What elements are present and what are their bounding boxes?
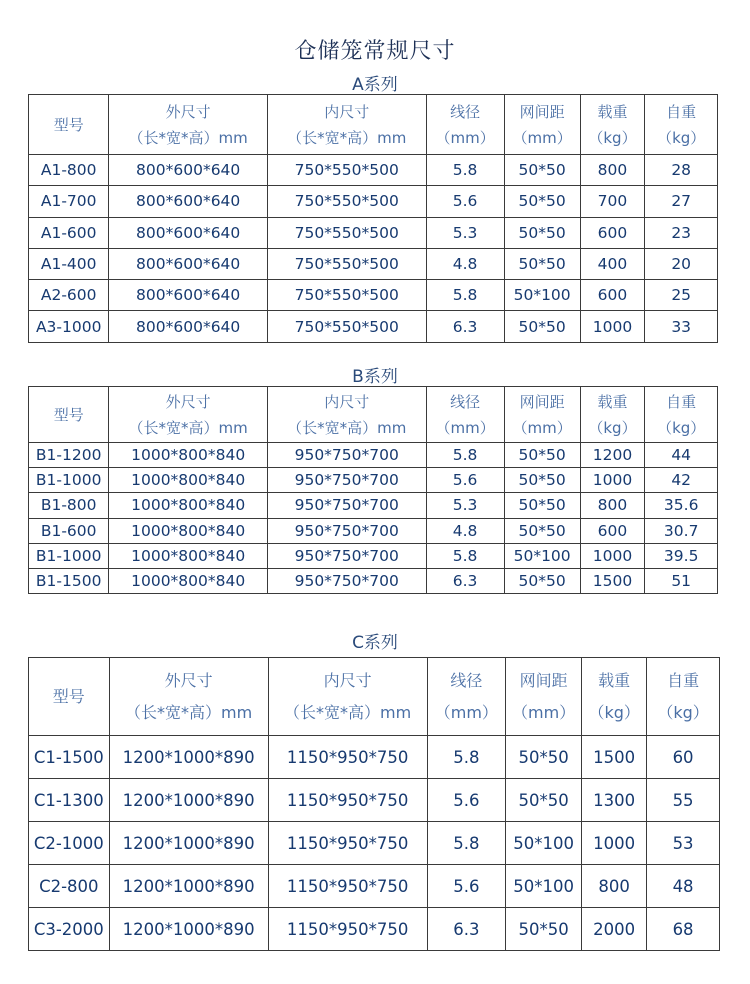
table-row bbox=[29, 779, 720, 822]
table-row bbox=[29, 822, 720, 865]
cell-mesh: 50*50 bbox=[506, 736, 582, 779]
cell-outer: 800*600*640 bbox=[109, 311, 268, 342]
cell-outer: 1000*800*840 bbox=[109, 468, 268, 493]
cell-weight: 51 bbox=[645, 568, 718, 593]
header-inner-line: 内尺寸 bbox=[323, 670, 372, 690]
table-row bbox=[29, 568, 718, 593]
cell-weight: 55 bbox=[647, 779, 720, 822]
header-inner-line: 内尺寸 bbox=[324, 392, 370, 411]
cell-inner: 1150*950*750 bbox=[268, 908, 427, 951]
header-wire-line: （mm） bbox=[435, 128, 495, 147]
cell-outer: 1000*800*840 bbox=[109, 543, 268, 568]
table-row bbox=[29, 865, 720, 908]
table-row bbox=[29, 155, 718, 186]
cell-inner: 750*550*500 bbox=[267, 280, 426, 311]
header-load bbox=[580, 95, 645, 155]
header-row bbox=[29, 387, 718, 443]
header-model: 型号 bbox=[29, 387, 109, 443]
cell-outer: 1000*800*840 bbox=[109, 443, 268, 468]
header-outer-line: 外尺寸 bbox=[164, 670, 213, 690]
series-a-table bbox=[28, 94, 718, 343]
header-inner-line: （长*宽*高）mm bbox=[284, 702, 412, 722]
header-model: 型号 bbox=[29, 658, 110, 736]
cell-outer: 1200*1000*890 bbox=[109, 865, 268, 908]
header-mesh-line: 网间距 bbox=[519, 102, 565, 121]
cell-load: 600 bbox=[580, 518, 645, 543]
cell-inner: 750*550*500 bbox=[267, 186, 426, 217]
header-model: 型号 bbox=[29, 95, 109, 155]
cell-mesh: 50*50 bbox=[504, 443, 580, 468]
cell-mesh: 50*100 bbox=[506, 865, 582, 908]
cell-model: A1-600 bbox=[29, 217, 109, 248]
header-inner-line: （长*宽*高）mm bbox=[287, 128, 407, 147]
header-mesh-line: （mm） bbox=[512, 128, 572, 147]
header-outer-line: （长*宽*高）mm bbox=[128, 418, 248, 437]
cell-load: 600 bbox=[580, 280, 645, 311]
cell-weight: 30.7 bbox=[645, 518, 718, 543]
cell-model: A3-1000 bbox=[29, 311, 109, 342]
cell-wire: 5.8 bbox=[427, 736, 505, 779]
header-load-line: 载重 bbox=[598, 670, 631, 690]
cell-model: B1-1000 bbox=[29, 468, 109, 493]
header-load-line: （kg） bbox=[588, 128, 637, 147]
cell-load: 800 bbox=[580, 155, 645, 186]
table-row bbox=[29, 248, 718, 279]
header-load bbox=[582, 658, 647, 736]
cell-mesh: 50*50 bbox=[504, 518, 580, 543]
header-wire bbox=[426, 95, 504, 155]
cell-inner: 750*550*500 bbox=[267, 155, 426, 186]
header-wire-line: 线径 bbox=[450, 102, 481, 121]
header-inner-line: 内尺寸 bbox=[324, 102, 370, 121]
cell-inner: 950*750*700 bbox=[267, 468, 426, 493]
cell-load: 1000 bbox=[580, 468, 645, 493]
cell-inner: 1150*950*750 bbox=[268, 865, 427, 908]
header-wire-line: 线径 bbox=[450, 392, 481, 411]
table-row bbox=[29, 543, 718, 568]
header-outer-line: （长*宽*高）mm bbox=[128, 128, 248, 147]
cell-mesh: 50*50 bbox=[504, 568, 580, 593]
cell-inner: 750*550*500 bbox=[267, 217, 426, 248]
cell-mesh: 50*50 bbox=[506, 779, 582, 822]
series-a-title: A系列 bbox=[352, 75, 398, 95]
cell-load: 800 bbox=[580, 493, 645, 518]
cell-weight: 20 bbox=[645, 248, 718, 279]
header-wire bbox=[426, 387, 504, 443]
cell-wire: 5.3 bbox=[426, 217, 504, 248]
cell-inner: 1150*950*750 bbox=[268, 736, 427, 779]
cell-wire: 5.8 bbox=[426, 155, 504, 186]
header-row bbox=[29, 658, 720, 736]
cell-model: C1-1500 bbox=[29, 736, 110, 779]
cell-wire: 6.3 bbox=[427, 908, 505, 951]
cell-wire: 5.6 bbox=[427, 865, 505, 908]
header-inner-line: （长*宽*高）mm bbox=[287, 418, 407, 437]
header-outer-line: 外尺寸 bbox=[165, 102, 211, 121]
cell-weight: 28 bbox=[645, 155, 718, 186]
series-b-table bbox=[28, 386, 718, 594]
header-outer-line: （长*宽*高）mm bbox=[125, 702, 253, 722]
header-weight-line: 自重 bbox=[666, 392, 697, 411]
header-wire-line: （mm） bbox=[435, 418, 495, 437]
cell-load: 600 bbox=[580, 217, 645, 248]
cell-weight: 68 bbox=[647, 908, 720, 951]
cell-wire: 5.6 bbox=[426, 186, 504, 217]
cell-wire: 5.8 bbox=[426, 280, 504, 311]
cell-load: 1500 bbox=[582, 736, 647, 779]
cell-wire: 5.8 bbox=[427, 822, 505, 865]
cell-weight: 23 bbox=[645, 217, 718, 248]
header-wire-line: （mm） bbox=[434, 702, 498, 722]
page-title: 仓储笼常规尺寸 bbox=[294, 39, 456, 64]
header-outer bbox=[109, 387, 268, 443]
cell-wire: 5.3 bbox=[426, 493, 504, 518]
cell-outer: 800*600*640 bbox=[109, 280, 268, 311]
cell-load: 800 bbox=[582, 865, 647, 908]
cell-model: B1-600 bbox=[29, 518, 109, 543]
cell-model: B1-1200 bbox=[29, 443, 109, 468]
cell-mesh: 50*50 bbox=[504, 248, 580, 279]
cell-outer: 1200*1000*890 bbox=[109, 779, 268, 822]
cell-model: A1-400 bbox=[29, 248, 109, 279]
header-load bbox=[580, 387, 645, 443]
cell-inner: 750*550*500 bbox=[267, 248, 426, 279]
header-weight-line: （kg） bbox=[657, 128, 706, 147]
cell-mesh: 50*50 bbox=[504, 217, 580, 248]
header-weight-line: 自重 bbox=[667, 670, 700, 690]
cell-weight: 25 bbox=[645, 280, 718, 311]
cell-model: B1-800 bbox=[29, 493, 109, 518]
header-outer bbox=[109, 658, 268, 736]
cell-wire: 6.3 bbox=[426, 311, 504, 342]
cell-load: 1300 bbox=[582, 779, 647, 822]
series-c-table bbox=[28, 657, 720, 951]
cell-inner: 750*550*500 bbox=[267, 311, 426, 342]
header-mesh-line: （mm） bbox=[512, 702, 576, 722]
cell-load: 400 bbox=[580, 248, 645, 279]
cell-weight: 48 bbox=[647, 865, 720, 908]
cell-wire: 5.6 bbox=[427, 779, 505, 822]
cell-weight: 33 bbox=[645, 311, 718, 342]
cell-model: A2-600 bbox=[29, 280, 109, 311]
header-inner bbox=[268, 658, 427, 736]
cell-model: B1-1500 bbox=[29, 568, 109, 593]
cell-wire: 5.8 bbox=[426, 443, 504, 468]
cell-mesh: 50*100 bbox=[504, 280, 580, 311]
cell-load: 1000 bbox=[582, 822, 647, 865]
table-row bbox=[29, 443, 718, 468]
cell-wire: 6.3 bbox=[426, 568, 504, 593]
table-row bbox=[29, 186, 718, 217]
header-mesh bbox=[506, 658, 582, 736]
cell-outer: 800*600*640 bbox=[109, 186, 268, 217]
cell-inner: 950*750*700 bbox=[267, 543, 426, 568]
cell-outer: 1200*1000*890 bbox=[109, 822, 268, 865]
cell-load: 2000 bbox=[582, 908, 647, 951]
header-inner bbox=[267, 95, 426, 155]
table-row bbox=[29, 217, 718, 248]
table-row bbox=[29, 311, 718, 342]
cell-mesh: 50*50 bbox=[506, 908, 582, 951]
header-mesh bbox=[504, 387, 580, 443]
cell-inner: 950*750*700 bbox=[267, 518, 426, 543]
cell-model: C2-1000 bbox=[29, 822, 110, 865]
header-load-line: （kg） bbox=[588, 702, 640, 722]
cell-model: C1-1300 bbox=[29, 779, 110, 822]
header-weight-line: （kg） bbox=[657, 702, 709, 722]
cell-outer: 1000*800*840 bbox=[109, 493, 268, 518]
header-load-line: 载重 bbox=[597, 392, 628, 411]
cell-outer: 800*600*640 bbox=[109, 217, 268, 248]
cell-load: 700 bbox=[580, 186, 645, 217]
header-mesh-line: 网间距 bbox=[519, 392, 565, 411]
header-weight-line: （kg） bbox=[657, 418, 706, 437]
cell-weight: 39.5 bbox=[645, 543, 718, 568]
header-mesh bbox=[504, 95, 580, 155]
cell-mesh: 50*50 bbox=[504, 493, 580, 518]
table-row bbox=[29, 468, 718, 493]
table-row bbox=[29, 493, 718, 518]
header-weight-line: 自重 bbox=[666, 102, 697, 121]
cell-mesh: 50*50 bbox=[504, 311, 580, 342]
cell-mesh: 50*50 bbox=[504, 468, 580, 493]
header-outer bbox=[109, 95, 268, 155]
table-row bbox=[29, 280, 718, 311]
table-row bbox=[29, 908, 720, 951]
cell-load: 1000 bbox=[580, 543, 645, 568]
cell-load: 1000 bbox=[580, 311, 645, 342]
cell-wire: 5.6 bbox=[426, 468, 504, 493]
cell-model: B1-1000 bbox=[29, 543, 109, 568]
header-weight bbox=[645, 95, 718, 155]
cell-model: C2-800 bbox=[29, 865, 110, 908]
cell-model: A1-700 bbox=[29, 186, 109, 217]
cell-outer: 1000*800*840 bbox=[109, 518, 268, 543]
header-wire-line: 线径 bbox=[450, 670, 483, 690]
header-load-line: 载重 bbox=[597, 102, 628, 121]
header-weight bbox=[645, 387, 718, 443]
cell-load: 1200 bbox=[580, 443, 645, 468]
cell-wire: 4.8 bbox=[426, 248, 504, 279]
header-load-line: （kg） bbox=[588, 418, 637, 437]
cell-weight: 27 bbox=[645, 186, 718, 217]
header-mesh-line: （mm） bbox=[512, 418, 572, 437]
header-row bbox=[29, 95, 718, 155]
cell-weight: 42 bbox=[645, 468, 718, 493]
cell-outer: 800*600*640 bbox=[109, 155, 268, 186]
cell-model: A1-800 bbox=[29, 155, 109, 186]
header-wire bbox=[427, 658, 505, 736]
cell-inner: 1150*950*750 bbox=[268, 779, 427, 822]
cell-mesh: 50*100 bbox=[506, 822, 582, 865]
header-outer-line: 外尺寸 bbox=[165, 392, 211, 411]
header-weight bbox=[647, 658, 720, 736]
header-mesh-line: 网间距 bbox=[519, 670, 568, 690]
header-inner bbox=[267, 387, 426, 443]
cell-outer: 800*600*640 bbox=[109, 248, 268, 279]
cell-weight: 53 bbox=[647, 822, 720, 865]
table-row bbox=[29, 736, 720, 779]
cell-inner: 950*750*700 bbox=[267, 443, 426, 468]
cell-inner: 950*750*700 bbox=[267, 568, 426, 593]
cell-outer: 1000*800*840 bbox=[109, 568, 268, 593]
cell-wire: 4.8 bbox=[426, 518, 504, 543]
cell-outer: 1200*1000*890 bbox=[109, 908, 268, 951]
cell-weight: 60 bbox=[647, 736, 720, 779]
series-c-title: C系列 bbox=[352, 633, 398, 653]
cell-weight: 35.6 bbox=[645, 493, 718, 518]
series-b-title: B系列 bbox=[352, 367, 398, 387]
cell-wire: 5.8 bbox=[426, 543, 504, 568]
cell-weight: 44 bbox=[645, 443, 718, 468]
cell-mesh: 50*100 bbox=[504, 543, 580, 568]
cell-mesh: 50*50 bbox=[504, 186, 580, 217]
cell-model: C3-2000 bbox=[29, 908, 110, 951]
table-row bbox=[29, 518, 718, 543]
cell-inner: 1150*950*750 bbox=[268, 822, 427, 865]
cell-mesh: 50*50 bbox=[504, 155, 580, 186]
cell-load: 1500 bbox=[580, 568, 645, 593]
cell-inner: 950*750*700 bbox=[267, 493, 426, 518]
cell-outer: 1200*1000*890 bbox=[109, 736, 268, 779]
